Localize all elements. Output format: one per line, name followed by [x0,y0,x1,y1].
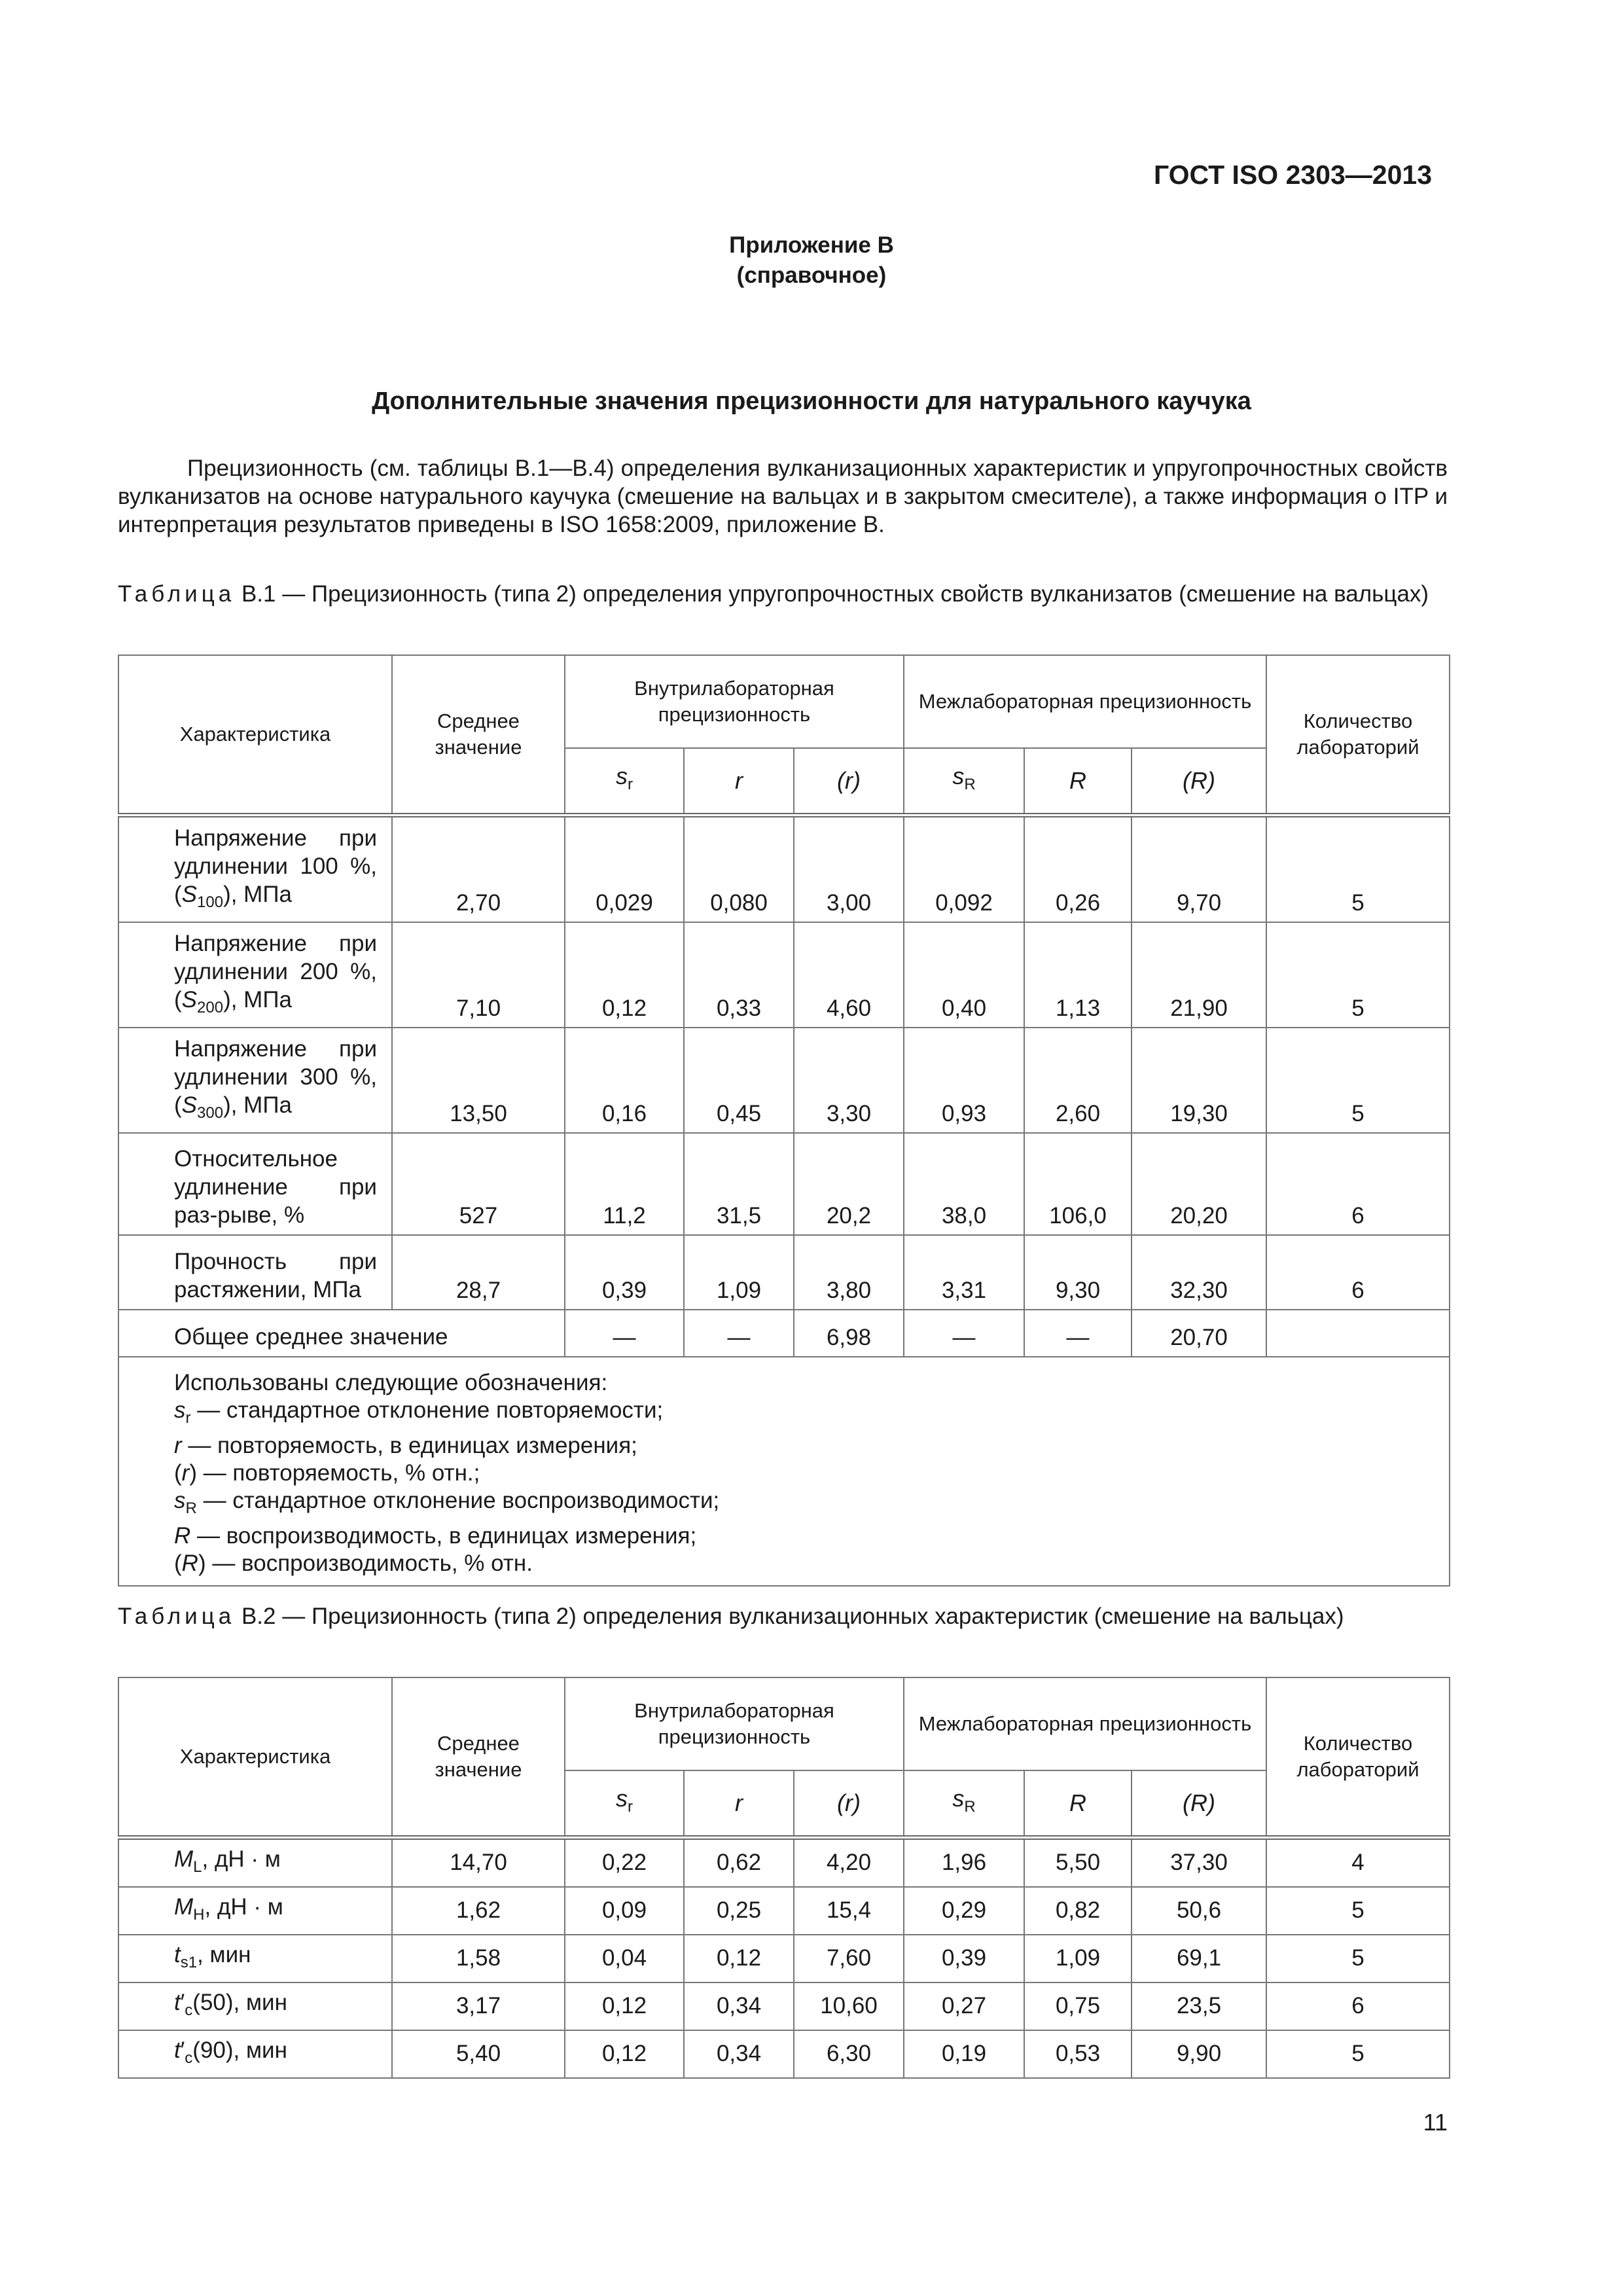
r-rel-value: 3,00 [794,815,904,922]
legend-title: Использованы следующие обозначения: [174,1369,608,1395]
r-rel-value: 15,4 [794,1887,904,1935]
sR-value: 38,0 [904,1133,1024,1235]
sr-value: 0,16 [565,1028,684,1133]
mean-value: 3,17 [392,1982,565,2030]
header-labs: Количество лабораторий [1266,655,1450,815]
sR-value: 0,93 [904,1028,1024,1133]
header-between-lab: Межлабораторная прецизионность [904,655,1266,748]
R-rel-value: 20,20 [1132,1133,1266,1235]
header-R: R [1024,748,1132,815]
r-rel-value: 4,60 [794,922,904,1028]
document-header: ГОСТ ISO 2303—2013 [1153,160,1432,190]
R-rel-value: 21,90 [1132,922,1266,1028]
mean-value: 28,7 [392,1235,565,1310]
section-heading: Дополнительные значения прецизионности для натурального каучука [372,387,1251,415]
R-value: 0,53 [1024,2030,1132,2078]
caption-label: Таблица [118,1604,236,1629]
table-row [118,2030,1450,2078]
labs-value: 5 [1266,815,1450,922]
mean-value: 7,10 [392,922,565,1028]
labs-value: 5 [1266,1028,1450,1133]
R-value: 0,82 [1024,1887,1132,1935]
sr-value: 0,39 [565,1235,684,1310]
row-characteristic: Относительное удлинение при раз-рыве, % [118,1133,392,1235]
r-value: 0,25 [684,1887,794,1935]
header-characteristic: Характеристика [118,655,392,815]
sR-value: 3,31 [904,1235,1024,1310]
header-sr: $s_r$ [565,748,684,815]
R-value: 106,0 [1024,1133,1132,1235]
mean-value: 2,70 [392,815,565,922]
R-value: 2,60 [1024,1028,1132,1133]
row-characteristic: $M_H$, дН · м [118,1887,392,1935]
header-r-rel: (r) [794,1770,904,1837]
r-rel-value: 6,30 [794,2030,904,2078]
r-value: 0,12 [684,1935,794,1982]
sr-value: 0,12 [565,922,684,1028]
R-rel-value: 9,90 [1132,2030,1266,2078]
R-rel-value: 69,1 [1132,1935,1266,1982]
row-characteristic: $t_{s1}$, мин [118,1935,392,1982]
r-rel-value: 10,60 [794,1982,904,2030]
header-within-lab: Внутрилабораторная прецизионность [565,1677,904,1770]
table-1-caption [118,580,1448,608]
row-characteristic: $M_L$, дН · м [118,1837,392,1887]
row-characteristic: Напряжение при удлинении 100 %, $(S_{100})$, МПа [118,815,392,922]
R-value: 0,75 [1024,1982,1132,2030]
header-between-lab: Межлабораторная прецизионность [904,1677,1266,1770]
r-value: 0,34 [684,1982,794,2030]
sR-value: 0,39 [904,1935,1024,1982]
R-rel-value: 20,70 [1132,1310,1266,1357]
r-rel-value: 20,2 [794,1133,904,1235]
row-characteristic: Напряжение при удлинении 300 %, $(S_{300})$, МПа [118,1028,392,1133]
header-labs: Количество лабораторий [1266,1677,1450,1837]
sR-value: 1,96 [904,1837,1024,1887]
R-rel-value: 50,6 [1132,1887,1266,1935]
R-value: 5,50 [1024,1837,1132,1887]
row-characteristic: $t'_c(90)$, мин [118,2030,392,2078]
R-rel-value: 23,5 [1132,1982,1266,2030]
R-value: 0,26 [1024,815,1132,922]
legend-row [118,1357,1450,1586]
labs-value: 5 [1266,1887,1450,1935]
labs-value: 5 [1266,922,1450,1028]
r-value: 0,33 [684,922,794,1028]
mean-value: 527 [392,1133,565,1235]
sR-value: 0,19 [904,2030,1024,2078]
mean-value: 13,50 [392,1028,565,1133]
R-value: 9,30 [1024,1235,1132,1310]
r-value: — [684,1310,794,1357]
sR-value: 0,29 [904,1887,1024,1935]
caption-label: Таблица [118,581,236,607]
mean-value: 5,40 [392,2030,565,2078]
r-rel-value: 7,60 [794,1935,904,1982]
sR-value: 0,27 [904,1982,1024,2030]
table-row [118,1837,1450,1887]
table-row [118,1982,1450,2030]
mean-value: 14,70 [392,1837,565,1887]
sr-value: 0,09 [565,1887,684,1935]
overall-row [118,1310,1450,1357]
caption-text: В.1 — Прецизионность (типа 2) определения упругопрочностных свойств вулканизатов (смешение на вальцах) [235,581,1429,607]
caption-text: В.2 — Прецизионность (типа 2) определения вулканизационных характеристик (смешение на вальцах) [235,1604,1344,1629]
r-rel-value: 4,20 [794,1837,904,1887]
header-sr: $s_r$ [565,1770,684,1837]
row-characteristic: Напряжение при удлинении 200 %, $(S_{200})$, МПа [118,922,392,1028]
precision-table-2 [118,1677,1450,2079]
legend-item: R — воспроизводимость, в единицах измерения; [174,1522,697,1549]
r-value: 0,080 [684,815,794,922]
mean-value: 1,62 [392,1887,565,1935]
R-value: — [1024,1310,1132,1357]
R-rel-value: 9,70 [1132,815,1266,922]
table-row [118,922,1450,1028]
sr-value: — [565,1310,684,1357]
annex-title-line: Приложение В [729,232,894,258]
header-characteristic: Характеристика [118,1677,392,1837]
sr-value: 0,12 [565,2030,684,2078]
header-r: r [684,1770,794,1837]
header-sR: $s_R$ [904,748,1024,815]
overall-label: Общее среднее значение [118,1310,565,1357]
header-mean: Среднее значение [392,1677,565,1837]
legend-item: $s_R$ — стандартное отклонение воспроизводимости; [174,1487,720,1517]
header-sR: $s_R$ [904,1770,1024,1837]
table-row [118,1935,1450,1982]
table-2-caption [118,1602,1448,1630]
R-value: 1,09 [1024,1935,1132,1982]
r-value: 0,45 [684,1028,794,1133]
sr-value: 0,04 [565,1935,684,1982]
labs-value: 6 [1266,1133,1450,1235]
R-rel-value: 37,30 [1132,1837,1266,1887]
annex-subtitle: (справочное) [736,262,887,288]
legend-item: (R) — воспроизводимость, % отн. [174,1550,533,1576]
page-number: 11 [1423,2109,1448,2136]
R-rel-value: 19,30 [1132,1028,1266,1133]
labs-value: 4 [1266,1837,1450,1887]
header-within-lab: Внутрилабораторная прецизионность [565,655,904,748]
table-row [118,1235,1450,1310]
annex-title [0,230,1623,291]
header-mean: Среднее значение [392,655,565,815]
r-rel-value: 6,98 [794,1310,904,1357]
precision-table-1 [118,655,1450,1587]
mean-value: 1,58 [392,1935,565,1982]
header-r: r [684,748,794,815]
r-value: 1,09 [684,1235,794,1310]
sr-value: 0,029 [565,815,684,922]
table-row [118,1133,1450,1235]
row-characteristic: Прочность при растяжении, МПа [118,1235,392,1310]
table-row [118,1028,1450,1133]
R-value: 1,13 [1024,922,1132,1028]
sr-value: 0,12 [565,1982,684,2030]
legend-item: (r) — повторяемость, % отн.; [174,1460,480,1486]
labs-value [1266,1310,1450,1357]
R-rel-value: 32,30 [1132,1235,1266,1310]
r-value: 0,62 [684,1837,794,1887]
legend-item: $s_r$ — стандартное отклонение повторяемости; [174,1397,664,1427]
sR-value: — [904,1310,1024,1357]
r-value: 0,34 [684,2030,794,2078]
header-r-rel: (r) [794,748,904,815]
row-characteristic: $t'_c(50)$, мин [118,1982,392,2030]
header-R-rel: (R) [1132,1770,1266,1837]
r-rel-value: 3,30 [794,1028,904,1133]
r-value: 31,5 [684,1133,794,1235]
legend [118,1357,1450,1586]
header-R: R [1024,1770,1132,1837]
labs-value: 5 [1266,2030,1450,2078]
sR-value: 0,092 [904,815,1024,922]
header-R-rel: (R) [1132,748,1266,815]
sr-value: 11,2 [565,1133,684,1235]
table-row [118,1887,1450,1935]
labs-value: 6 [1266,1235,1450,1310]
intro-paragraph: Прецизионность (см. таблицы В.1—В.4) определения вулканизационных характеристик и упругопрочностных свойств вулканизатов на основе натурального каучука (смешение на вальцах и в закрытом смесителе), а также информация о ITP и интерпретация результатов приведены в ISO 1658:2009, приложение В. [118,456,1448,537]
sr-value: 0,22 [565,1837,684,1887]
labs-value: 6 [1266,1982,1450,2030]
labs-value: 5 [1266,1935,1450,1982]
legend-item: r — повторяемость, в единицах измерения; [174,1432,637,1458]
r-rel-value: 3,80 [794,1235,904,1310]
table-row [118,815,1450,922]
sR-value: 0,40 [904,922,1024,1028]
